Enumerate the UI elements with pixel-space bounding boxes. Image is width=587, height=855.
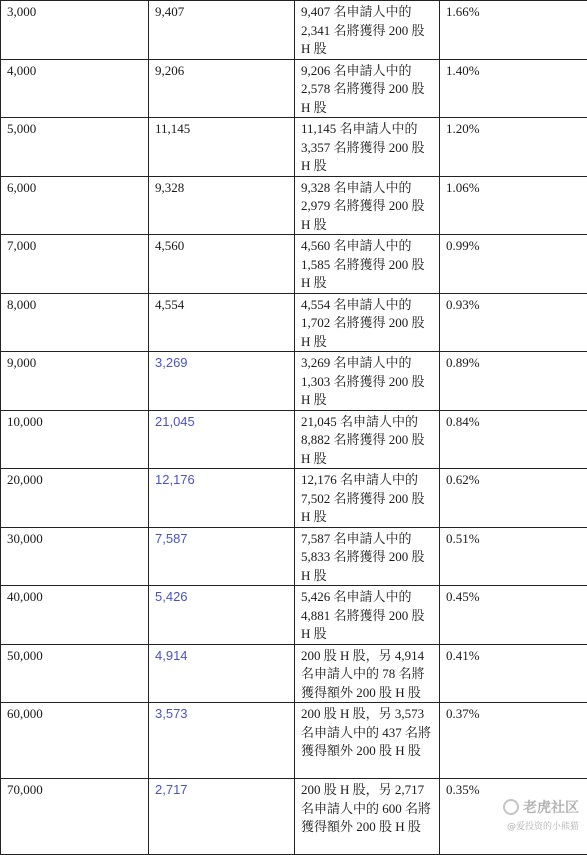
watermark-title-text: 老虎社区	[523, 797, 579, 817]
allotment-percentage-cell: 1.40%	[440, 59, 587, 118]
allotment-percentage-cell: 0.41%	[440, 644, 587, 703]
watermark-subtitle: @爱投资的小熊猫	[503, 819, 579, 832]
table-row	[1, 703, 587, 779]
valid-applications-cell: 9,407	[149, 1, 295, 60]
allotment-percentage-cell: 0.35%	[440, 779, 587, 855]
valid-applications-cell: 3,269	[149, 352, 295, 411]
valid-applications-cell: 11,145	[149, 118, 295, 177]
allotment-percentage-cell: 0.51%	[440, 527, 587, 586]
allotment-percentage-cell: 0.37%	[440, 703, 587, 779]
allocation-basis-cell: 7,587 名申請人中的 5,833 名將獲得 200 股 H 股	[295, 527, 440, 586]
allotment-percentage-cell: 1.20%	[440, 118, 587, 177]
table-row	[1, 410, 587, 469]
valid-applications-cell: 9,328	[149, 176, 295, 235]
valid-applications-cell: 4,560	[149, 235, 295, 294]
table-row	[1, 352, 587, 411]
table-row	[1, 527, 587, 586]
valid-applications-cell: 7,587	[149, 527, 295, 586]
allocation-basis-cell: 200 股 H 股，另 2,717 名申請人中的 600 名將獲得額外 200 股 H 股	[295, 779, 440, 855]
valid-applications-cell: 3,573	[149, 703, 295, 779]
table-row	[1, 644, 587, 703]
applied-shares-cell: 5,000	[1, 118, 149, 177]
allocation-basis-cell: 9,328 名申請人中的 2,979 名將獲得 200 股 H 股	[295, 176, 440, 235]
applied-shares-cell: 70,000	[1, 779, 149, 855]
valid-applications-cell: 12,176	[149, 469, 295, 528]
allocation-basis-cell: 12,176 名申請人中的 7,502 名將獲得 200 股 H 股	[295, 469, 440, 528]
table-row	[1, 118, 587, 177]
table-row	[1, 293, 587, 352]
applied-shares-cell: 6,000	[1, 176, 149, 235]
table-row	[1, 586, 587, 645]
allotment-percentage-cell: 1.06%	[440, 176, 587, 235]
applied-shares-cell: 40,000	[1, 586, 149, 645]
applied-shares-cell: 8,000	[1, 293, 149, 352]
allocation-basis-cell: 11,145 名申請人中的 3,357 名將獲得 200 股 H 股	[295, 118, 440, 177]
watermark-title	[503, 797, 579, 817]
table-row	[1, 176, 587, 235]
applied-shares-cell: 10,000	[1, 410, 149, 469]
valid-applications-cell: 4,914	[149, 644, 295, 703]
allotment-percentage-cell: 1.66%	[440, 1, 587, 60]
tiger-logo-icon	[503, 799, 519, 815]
allotment-percentage-cell: 0.84%	[440, 410, 587, 469]
table-row	[1, 235, 587, 294]
table-row	[1, 59, 587, 118]
allocation-basis-cell: 200 股 H 股，另 4,914 名申請人中的 78 名將獲得額外 200 股 H 股	[295, 644, 440, 703]
valid-applications-cell: 9,206	[149, 59, 295, 118]
allotment-percentage-cell: 0.89%	[440, 352, 587, 411]
allocation-basis-cell: 21,045 名申請人中的 8,882 名將獲得 200 股 H 股	[295, 410, 440, 469]
valid-applications-cell: 4,554	[149, 293, 295, 352]
allocation-basis-cell: 9,407 名申請人中的 2,341 名將獲得 200 股 H 股	[295, 1, 440, 60]
applied-shares-cell: 20,000	[1, 469, 149, 528]
allocation-basis-cell: 5,426 名申請人中的 4,881 名將獲得 200 股 H 股	[295, 586, 440, 645]
allotment-percentage-cell: 0.45%	[440, 586, 587, 645]
valid-applications-cell: 21,045	[149, 410, 295, 469]
allotment-percentage-cell: 0.93%	[440, 293, 587, 352]
applied-shares-cell: 30,000	[1, 527, 149, 586]
valid-applications-cell: 5,426	[149, 586, 295, 645]
allocation-basis-cell: 9,206 名申請人中的 2,578 名將獲得 200 股 H 股	[295, 59, 440, 118]
table-row	[1, 469, 587, 528]
table-row	[1, 1, 587, 60]
applied-shares-cell: 7,000	[1, 235, 149, 294]
allotment-percentage-cell: 0.62%	[440, 469, 587, 528]
allocation-basis-cell: 200 股 H 股，另 3,573 名申請人中的 437 名將獲得額外 200 股 H 股	[295, 703, 440, 779]
applied-shares-cell: 9,000	[1, 352, 149, 411]
table-row	[1, 779, 587, 855]
allocation-basis-cell: 4,560 名申請人中的 1,585 名將獲得 200 股 H 股	[295, 235, 440, 294]
allotment-percentage-cell: 0.99%	[440, 235, 587, 294]
allocation-basis-cell: 4,554 名申請人中的 1,702 名將獲得 200 股 H 股	[295, 293, 440, 352]
valid-applications-cell: 2,717	[149, 779, 295, 855]
allocation-basis-cell: 3,269 名申請人中的 1,303 名將獲得 200 股 H 股	[295, 352, 440, 411]
watermark	[503, 797, 579, 832]
applied-shares-cell: 4,000	[1, 59, 149, 118]
applied-shares-cell: 3,000	[1, 1, 149, 60]
applied-shares-cell: 50,000	[1, 644, 149, 703]
applied-shares-cell: 60,000	[1, 703, 149, 779]
